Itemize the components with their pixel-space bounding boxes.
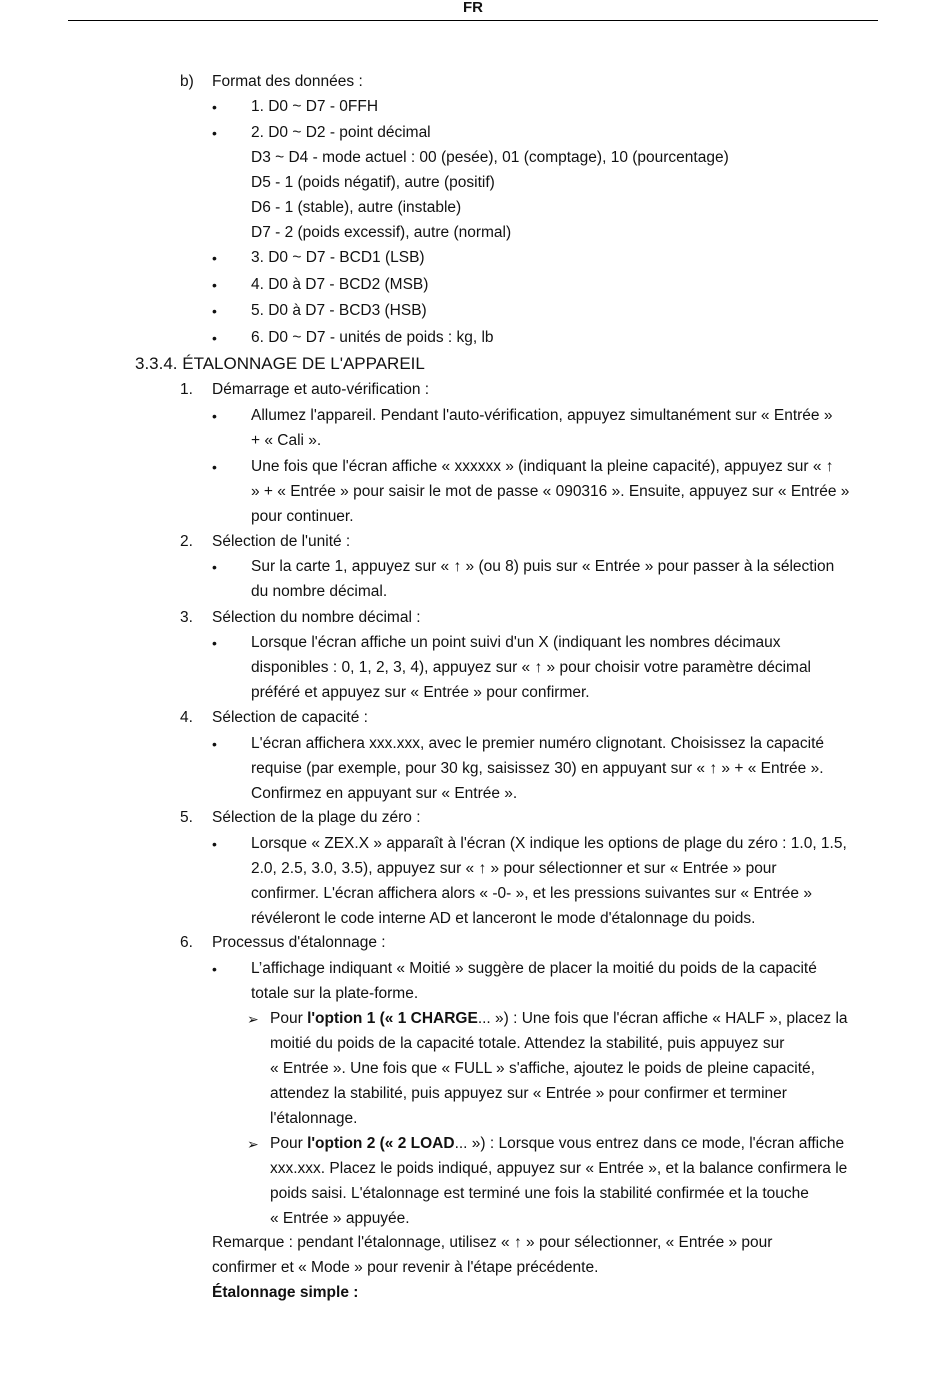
step-number: 1. — [180, 381, 193, 398]
arrow-bullet-icon: ➢ — [247, 1136, 259, 1152]
step-3-bullet-1-line: Lorsque l'écran affiche un point suivi d'un X (indiquant les nombres décimaux — [251, 634, 781, 651]
list-label-b: b) — [180, 73, 194, 90]
bullet-icon: • — [212, 961, 217, 977]
step-5-bullet-1-line: Lorsque « ZEX.X » apparaît à l'écran (X indique les options de plage du zéro : 1.0, 1.5, — [251, 835, 847, 852]
step-3-bullet-1-line: disponibles : 0, 1, 2, 3, 4), appuyez sur « ↑ » pour choisir votre paramètre décimal — [251, 659, 812, 676]
step-3-bullet-1-line: préféré et appuyez sur « Entrée » pour confirmer. — [251, 684, 590, 701]
remark-line: confirmer et « Mode » pour revenir à l'étape précédente. — [212, 1259, 599, 1276]
step-3-title: Sélection du nombre décimal : — [212, 609, 421, 626]
option-1-line: l'étalonnage. — [270, 1110, 358, 1127]
step-4-bullet-1-line: requise (par exemple, pour 30 kg, saisissez 30) en appuyant sur « ↑ » + « Entrée ». — [251, 760, 824, 777]
step-1-bullet-2-line: » + « Entrée » pour saisir le mot de passe « 090316 ». Ensuite, appuyez sur « Entrée » — [251, 483, 850, 500]
step-6-title: Processus d'étalonnage : — [212, 934, 386, 951]
step-5-bullet-1-line: révéleront le code interne AD et lanceront le mode d'étalonnage du poids. — [251, 910, 756, 927]
step-4-bullet-1-line: Confirmez en appuyant sur « Entrée ». — [251, 785, 518, 802]
format-item-3: 3. D0 ~ D7 - BCD1 (LSB) — [251, 249, 425, 266]
step-2-title: Sélection de l'unité : — [212, 533, 351, 550]
bullet-icon: • — [212, 99, 217, 115]
option-1-line: attendez la stabilité, puis appuyez sur « Entrée » pour confirmer et terminer — [270, 1085, 787, 1102]
step-number: 3. — [180, 609, 193, 626]
step-1-title: Démarrage et auto-vérification : — [212, 381, 430, 398]
section-heading: 3.3.4. ÉTALONNAGE DE L'APPAREIL — [135, 354, 425, 373]
format-item-5: 5. D0 à D7 - BCD3 (HSB) — [251, 302, 427, 319]
step-5-bullet-1-line: 2.0, 2.5, 3.0, 3.5), appuyez sur « ↑ » pour sélectionner et sur « Entrée » pour — [251, 860, 777, 877]
bullet-icon: • — [212, 408, 217, 424]
step-5-title: Sélection de la plage du zéro : — [212, 809, 421, 826]
option-1-prefix: Pour — [270, 1010, 308, 1027]
option-2-line: « Entrée » appuyée. — [270, 1210, 410, 1227]
bullet-icon: • — [212, 277, 217, 293]
step-number: 6. — [180, 934, 193, 951]
bullet-icon: • — [212, 836, 217, 852]
format-title: Format des données : — [212, 73, 363, 90]
format-item-2: 2. D0 ~ D2 - point décimal — [251, 124, 431, 141]
step-6-bullet-1-line: L’affichage indiquant « Moitié » suggère de placer la moitié du poids de la capacité — [251, 960, 817, 977]
format-item-2-d34: D3 ~ D4 - mode actuel : 00 (pesée), 01 (comptage), 10 (pourcentage) — [251, 149, 729, 166]
bullet-icon: • — [212, 250, 217, 266]
option-2-first-line — [270, 1134, 844, 1154]
bullet-icon: • — [212, 125, 217, 141]
page-header — [68, 0, 878, 21]
step-1-bullet-2-line: pour continuer. — [251, 508, 354, 525]
step-1-bullet-1-line: Allumez l'appareil. Pendant l'auto-vérification, appuyez simultanément sur « Entrée » — [251, 407, 833, 424]
step-5-bullet-1-line: confirmer. L'écran affichera alors « -0- », et les pressions suivantes sur « Entrée » — [251, 885, 812, 902]
step-1-bullet-2-line: Une fois que l'écran affiche « xxxxxx » (indiquant la pleine capacité), appuyez sur « ↑ — [251, 458, 834, 475]
option-2-line: xxx.xxx. Placez le poids indiqué, appuyez sur « Entrée », et la balance confirmera le — [270, 1160, 848, 1177]
step-number: 2. — [180, 533, 193, 550]
format-item-1: 1. D0 ~ D7 - 0FFH — [251, 98, 379, 115]
format-item-6: 6. D0 ~ D7 - unités de poids : kg, lb — [251, 329, 494, 346]
option-1-text: ... ») : Une fois que l'écran affiche « HALF », placez la — [477, 1010, 848, 1027]
option-2-label: l'option 2 (« 2 LOAD — [307, 1135, 455, 1152]
bullet-icon: • — [212, 559, 217, 575]
bullet-icon: • — [212, 330, 217, 346]
format-item-4: 4. D0 à D7 - BCD2 (MSB) — [251, 276, 429, 293]
step-number: 4. — [180, 709, 193, 726]
format-item-2-d6: D6 - 1 (stable), autre (instable) — [251, 199, 462, 216]
option-2-line: poids saisi. L'étalonnage est terminé une fois la stabilité confirmée et la touche — [270, 1185, 809, 1202]
option-2-prefix: Pour — [270, 1135, 308, 1152]
step-number: 5. — [180, 809, 193, 826]
option-1-line: moitié du poids de la capacité totale. Attendez la stabilité, puis appuyez sur — [270, 1035, 785, 1052]
remark-line: Remarque : pendant l'étalonnage, utilisez « ↑ » pour sélectionner, « Entrée » pour — [212, 1234, 773, 1251]
option-1-line: « Entrée ». Une fois que « FULL » s'affiche, ajoutez le poids de pleine capacité, — [270, 1060, 815, 1077]
step-4-bullet-1-line: L'écran affichera xxx.xxx, avec le premier numéro clignotant. Choisissez la capacité — [251, 735, 824, 752]
bullet-icon: • — [212, 303, 217, 319]
format-item-2-d5: D5 - 1 (poids négatif), autre (positif) — [251, 174, 495, 191]
arrow-bullet-icon: ➢ — [247, 1011, 259, 1027]
bullet-icon: • — [212, 635, 217, 651]
option-1-first-line — [270, 1009, 848, 1029]
step-4-title: Sélection de capacité : — [212, 709, 368, 726]
step-2-bullet-1-line: Sur la carte 1, appuyez sur « ↑ » (ou 8) puis sur « Entrée » pour passer à la sélection — [251, 558, 835, 575]
step-2-bullet-1-line: du nombre décimal. — [251, 583, 388, 600]
option-1-label: l'option 1 (« 1 CHARGE — [307, 1010, 478, 1027]
step-1-bullet-1-line: + « Cali ». — [251, 432, 322, 449]
simple-calibration-heading: Étalonnage simple : — [212, 1284, 359, 1301]
language-code: FR — [463, 0, 483, 16]
format-item-2-d7: D7 - 2 (poids excessif), autre (normal) — [251, 224, 512, 241]
step-6-bullet-1-line: totale sur la plate-forme. — [251, 985, 419, 1002]
bullet-icon: • — [212, 736, 217, 752]
bullet-icon: • — [212, 459, 217, 475]
option-2-text: ... ») : Lorsque vous entrez dans ce mode, l'écran affiche — [454, 1135, 845, 1152]
